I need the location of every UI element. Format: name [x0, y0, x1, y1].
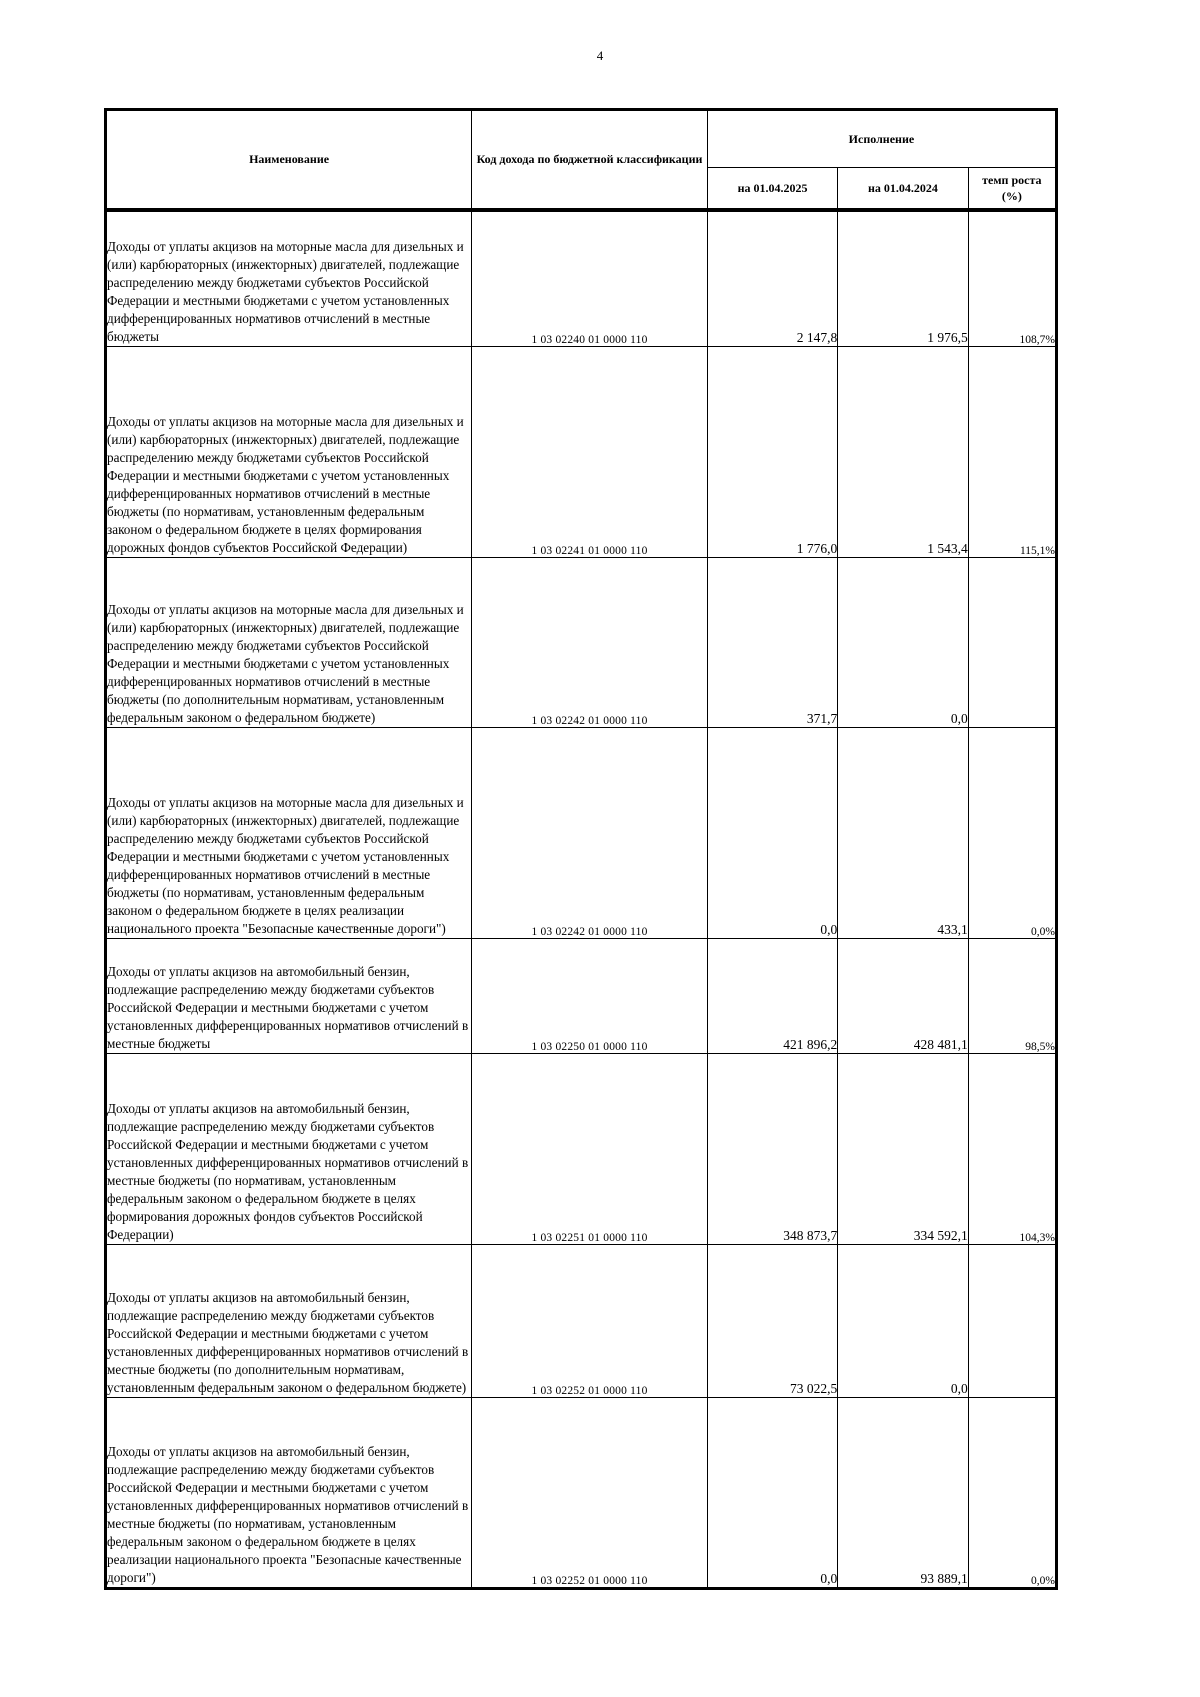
revenue-table — [104, 108, 1058, 1590]
row-name: Доходы от уплаты акцизов на автомобильный бензин, подлежащие распределению между бюджетами субъектов Российской Федерации и местными бюджетами с учетом установленных дифференцированных нормативов отчислений в местные бюджеты (по нормативам, установленным федеральным законом о федеральном бюджете в целях формирования дорожных фондов субъектов Российской Федерации) — [106, 1053, 472, 1244]
header-growth-rate-line1: темп роста — [982, 173, 1042, 187]
row-value-2024: 93 889,1 — [838, 1397, 968, 1588]
table-header — [106, 110, 1057, 211]
table-body — [106, 210, 1057, 1588]
row-code: 1 03 02252 01 0000 110 — [472, 1244, 708, 1397]
table-row — [106, 1397, 1057, 1588]
row-code: 1 03 02240 01 0000 110 — [472, 210, 708, 346]
page-number: 4 — [596, 48, 604, 63]
row-value-2024: 433,1 — [838, 727, 968, 938]
header-date-2024: на 01.04.2024 — [838, 168, 968, 211]
table-row — [106, 1244, 1057, 1397]
header-date-2025: на 01.04.2025 — [707, 168, 837, 211]
row-name: Доходы от уплаты акцизов на моторные масла для дизельных и (или) карбюраторных (инжекторных) двигателей, подлежащие распределению между бюджетами субъектов Российской Федерации и местными бюджетами с учетом установленных дифференцированных нормативов отчислений в местные бюджеты (по нормативам, установленным федеральным законом о федеральном бюджете в целях реализации национального проекта "Безопасные качественные дороги") — [106, 727, 472, 938]
row-value-2025: 2 147,8 — [707, 210, 837, 346]
row-value-2025: 348 873,7 — [707, 1053, 837, 1244]
row-code: 1 03 02242 01 0000 110 — [472, 557, 708, 727]
row-value-2024: 0,0 — [838, 557, 968, 727]
row-growth-rate — [968, 557, 1056, 727]
table-row — [106, 938, 1057, 1053]
row-code: 1 03 02241 01 0000 110 — [472, 346, 708, 557]
table-row — [106, 346, 1057, 557]
header-name: Наименование — [106, 110, 472, 211]
row-value-2025: 371,7 — [707, 557, 837, 727]
row-name: Доходы от уплаты акцизов на моторные масла для дизельных и (или) карбюраторных (инжекторных) двигателей, подлежащие распределению между бюджетами субъектов Российской Федерации и местными бюджетами с учетом установленных дифференцированных нормативов отчислений в местные бюджеты — [106, 210, 472, 346]
row-value-2025: 0,0 — [707, 1397, 837, 1588]
row-value-2024: 334 592,1 — [838, 1053, 968, 1244]
header-execution: Исполнение — [707, 110, 1056, 168]
row-code: 1 03 02242 01 0000 110 — [472, 727, 708, 938]
row-growth-rate — [968, 1244, 1056, 1397]
row-value-2024: 1 543,4 — [838, 346, 968, 557]
row-growth-rate: 0,0% — [968, 1397, 1056, 1588]
row-value-2024: 1 976,5 — [838, 210, 968, 346]
row-value-2025: 1 776,0 — [707, 346, 837, 557]
row-value-2025: 73 022,5 — [707, 1244, 837, 1397]
row-value-2025: 0,0 — [707, 727, 837, 938]
row-name: Доходы от уплаты акцизов на моторные масла для дизельных и (или) карбюраторных (инжекторных) двигателей, подлежащие распределению между бюджетами субъектов Российской Федерации и местными бюджетами с учетом установленных дифференцированных нормативов отчислений в местные бюджеты (по нормативам, установленным федеральным законом о федеральном бюджете в целях формирования дорожных фондов субъектов Российской Федерации) — [106, 346, 472, 557]
row-name: Доходы от уплаты акцизов на автомобильный бензин, подлежащие распределению между бюджетами субъектов Российской Федерации и местными бюджетами с учетом установленных дифференцированных нормативов отчислений в местные бюджеты (по нормативам, установленным федеральным законом о федеральном бюджете в целях реализации национального проекта "Безопасные качественные дороги") — [106, 1397, 472, 1588]
row-value-2025: 421 896,2 — [707, 938, 837, 1053]
header-growth-rate-line2: (%) — [1001, 189, 1022, 203]
header-growth-rate — [968, 168, 1056, 211]
header-code: Код дохода по бюджетной классификации — [472, 110, 708, 211]
row-growth-rate: 104,3% — [968, 1053, 1056, 1244]
row-name: Доходы от уплаты акцизов на моторные масла для дизельных и (или) карбюраторных (инжекторных) двигателей, подлежащие распределению между бюджетами субъектов Российской Федерации и местными бюджетами с учетом установленных дифференцированных нормативов отчислений в местные бюджеты (по дополнительным нормативам, установленным федеральным законом о федеральном бюджете) — [106, 557, 472, 727]
table-row — [106, 557, 1057, 727]
row-growth-rate: 98,5% — [968, 938, 1056, 1053]
row-name: Доходы от уплаты акцизов на автомобильный бензин, подлежащие распределению между бюджетами субъектов Российской Федерации и местными бюджетами с учетом установленных дифференцированных нормативов отчислений в местные бюджеты (по дополнительным нормативам, установленным федеральным законом о федеральном бюджете) — [106, 1244, 472, 1397]
row-value-2024: 428 481,1 — [838, 938, 968, 1053]
row-growth-rate: 115,1% — [968, 346, 1056, 557]
table-row — [106, 210, 1057, 346]
row-growth-rate: 108,7% — [968, 210, 1056, 346]
row-growth-rate: 0,0% — [968, 727, 1056, 938]
row-code: 1 03 02252 01 0000 110 — [472, 1397, 708, 1588]
table-row — [106, 727, 1057, 938]
row-value-2024: 0,0 — [838, 1244, 968, 1397]
row-name: Доходы от уплаты акцизов на автомобильный бензин, подлежащие распределению между бюджетами субъектов Российской Федерации и местными бюджетами с учетом установленных дифференцированных нормативов отчислений в местные бюджеты — [106, 938, 472, 1053]
row-code: 1 03 02250 01 0000 110 — [472, 938, 708, 1053]
row-code: 1 03 02251 01 0000 110 — [472, 1053, 708, 1244]
table-row — [106, 1053, 1057, 1244]
